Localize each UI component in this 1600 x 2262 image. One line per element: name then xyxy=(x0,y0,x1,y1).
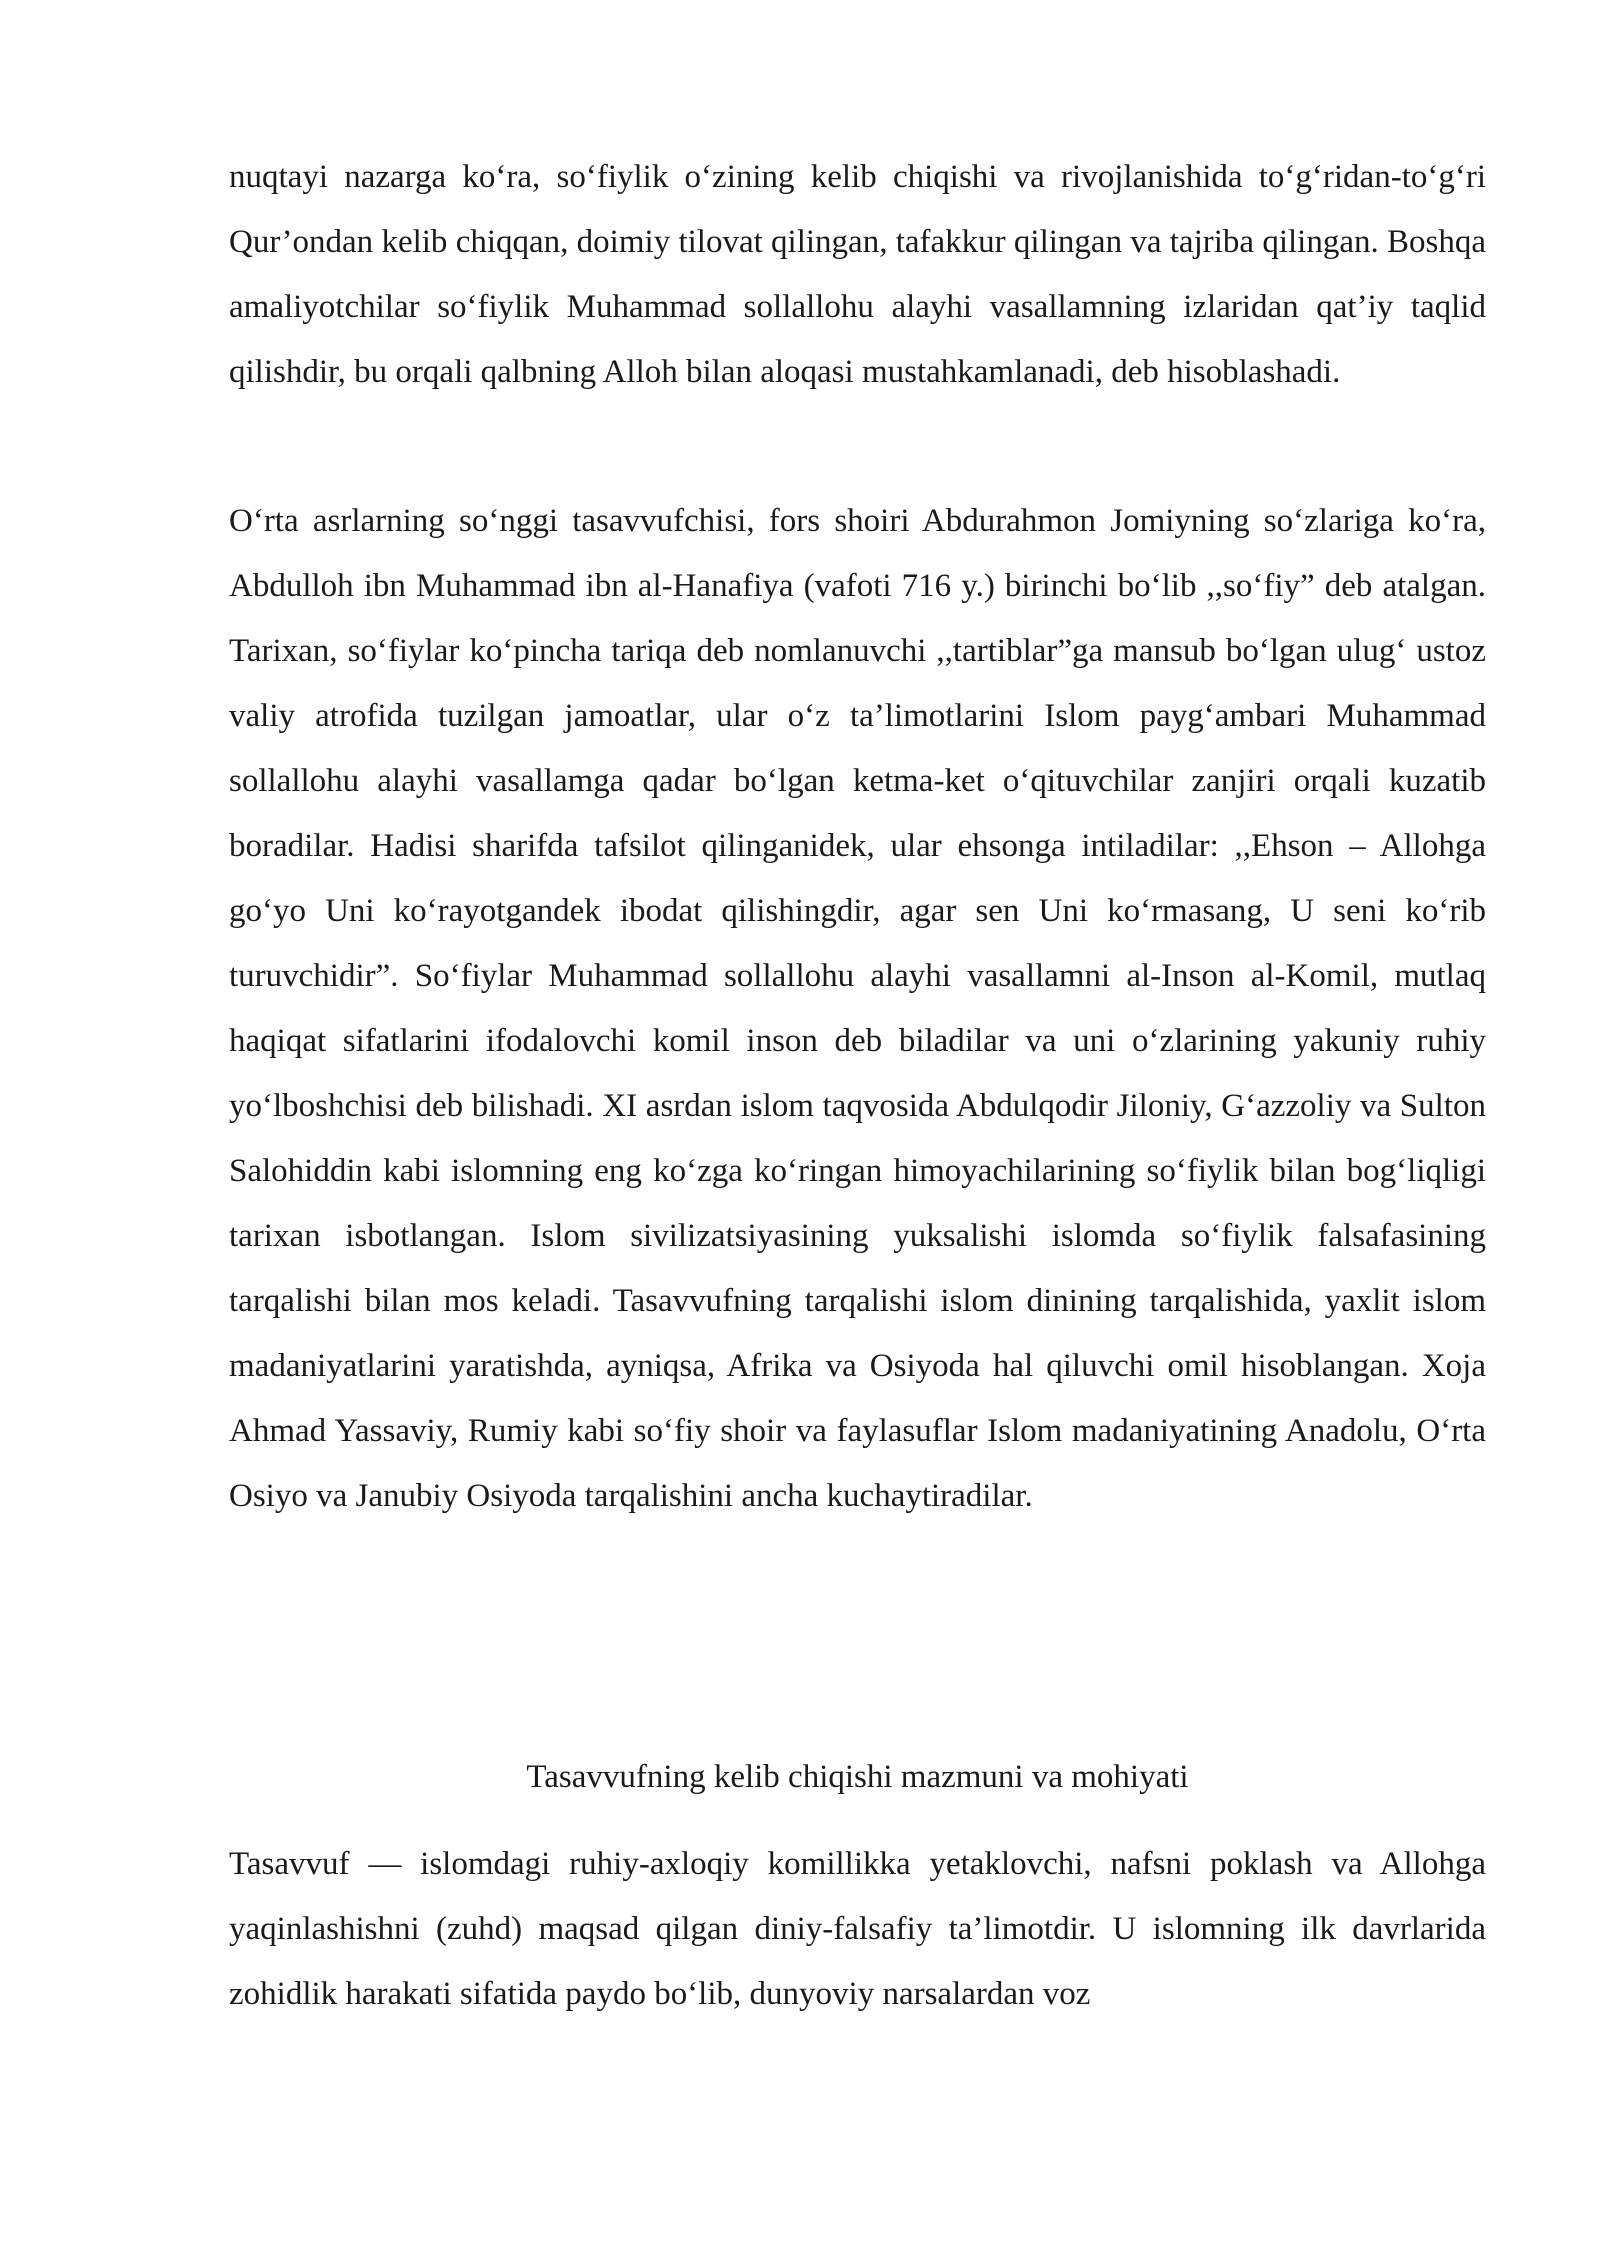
paragraph-2: O‘rta asrlarning so‘nggi tasavvufchisi, fors shoiri Abdurahmon Jomiyning so‘zlariga ko‘ra, Abdulloh ibn Muhammad ibn al-Hanafiya (vafoti 716 y.) birinchi bo‘lib ,,so‘fiy” deb atalgan. Tarixan, so‘fiylar ko‘pincha tariqa deb nomlanuvchi ,,tartiblar”ga mansub bo‘lgan ulug‘ ustoz valiy atrofida tuzilgan jamoatlar, ular o‘z ta’limotlarini Islom payg‘ambari Muhammad sollallohu alayhi vasallamga qadar bo‘lgan ketma-ket o‘qituvchilar zanjiri orqali kuzatib boradilar. Hadisi sharifda tafsilot qilinganidek, ular ehsonga intiladilar: ,,Ehson – Allohga go‘yo Uni ko‘rayotgandek ibodat qilishingdir, agar sen Uni ko‘rmasang, U seni ko‘rib turuvchidir”. So‘fiylar Muhammad sollallohu alayhi vasallamni al-Inson al-Komil, mutlaq haqiqat sifatlarini ifodalovchi komil inson deb biladilar va uni o‘zlarining yakuniy ruhiy yo‘lboshchisi deb bilishadi. XI asrdan islom taqvosida Abdulqodir Jiloniy, G‘azzoliy va Sulton Salohiddin kabi islomning eng ko‘zga ko‘ringan himoyachilarining so‘fiylik bilan bog‘liqligi tarixan isbotlangan. Islom sivilizatsiyasining yuksalishi islomda so‘fiylik falsafasining tarqalishi bilan mos keladi. Tasavvufning tarqalishi islom dinining tarqalishida, yaxlit islom madaniyatlarini yaratishda, ayniqsa, Afrika va Osiyoda hal qiluvchi omil hisoblangan. Xoja Ahmad Yassaviy, Rumiy kabi so‘fiy shoir va faylasuflar Islom madaniyatining Anadolu, O‘rta Osiyo va Janubiy Osiyoda tarqalishini ancha kuchaytiradilar. xyxy=(229,503,1486,1514)
paragraph-3: Tasavvuf — islomdagi ruhiy-axloqiy komillikka yetaklovchi, nafsni poklash va Allohga yaqinlashishni (zuhd) maqsad qilgan diniy-falsafiy ta’limotdir. U islomning ilk davrlarida zohidlik harakati sifatida paydo bo‘lib, dunyoviy narsalardan voz xyxy=(229,1846,1486,2012)
paragraph-1: nuqtayi nazarga ko‘ra, so‘fiylik o‘zining kelib chiqishi va rivojlanishida to‘g‘ridan-to‘g‘ri Qur’ondan kelib chiqqan, doimiy tilovat qilingan, tafakkur qilingan va tajriba qilingan. Boshqa amaliyotchilar so‘fiylik Muhammad sollallohu alayhi vasallamning izlaridan qat’iy taqlid qilishdir, bu orqali qalbning Alloh bilan aloqasi mustahkamlanadi, deb hisoblashadi. xyxy=(229,159,1486,390)
section-heading: Tasavvufning kelib chiqishi mazmuni va mohiyati xyxy=(526,1759,1189,1795)
